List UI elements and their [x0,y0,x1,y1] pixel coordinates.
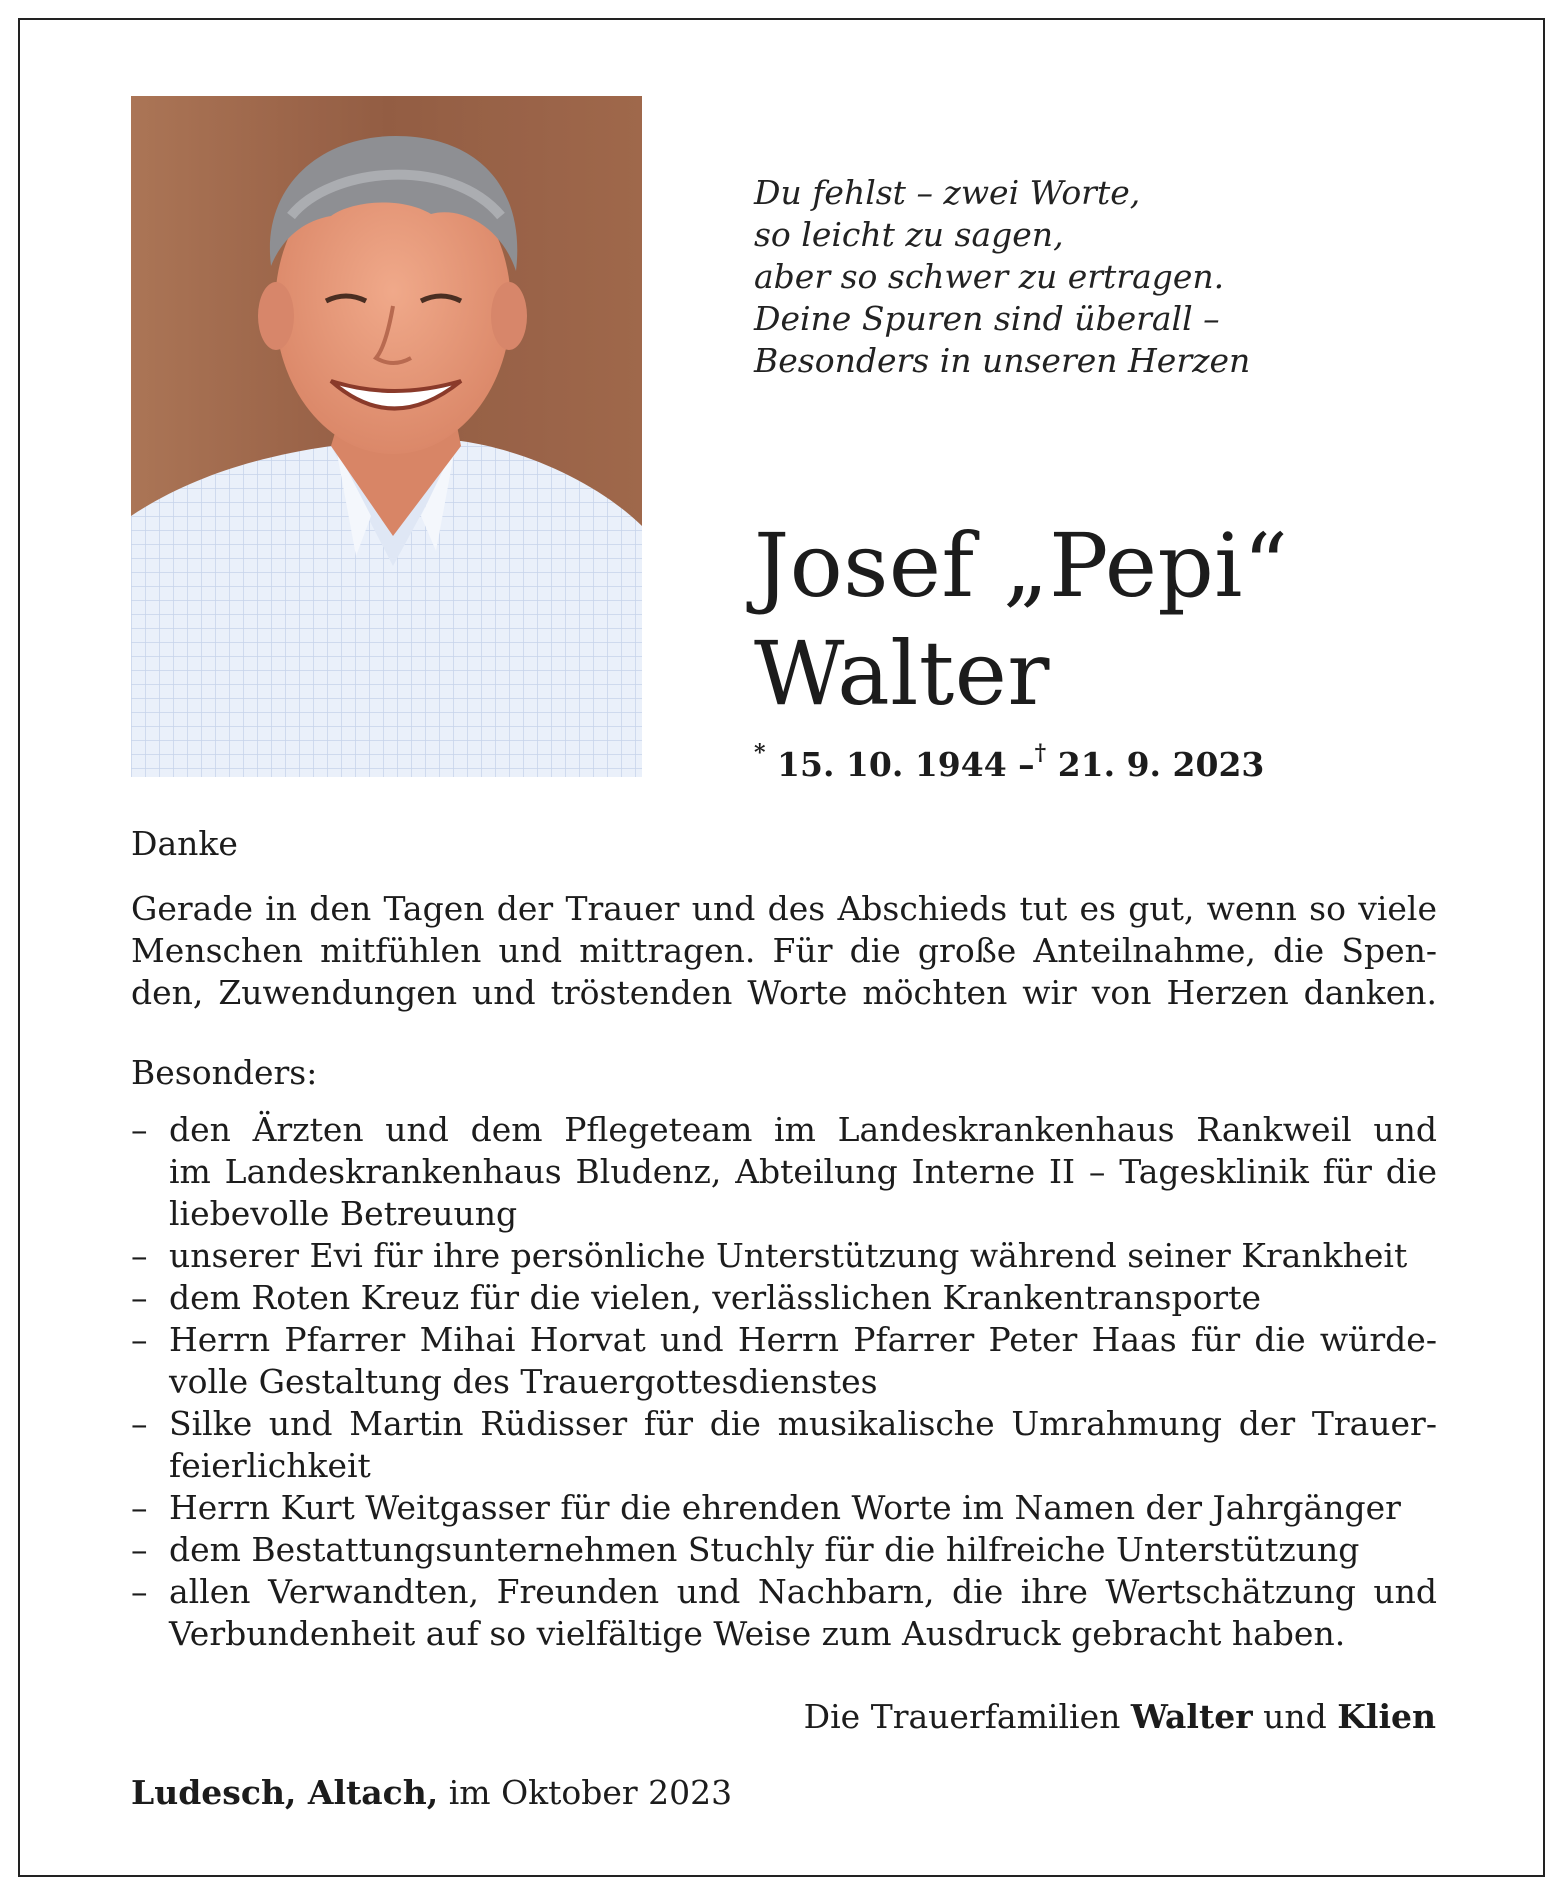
thanks-item-line: volle Gestaltung des Trauergottesdienstes [169,1362,878,1401]
poem-line: aber so schwer zu ertragen. [754,257,1225,296]
thanks-item-line: liebevolle Betreuung [169,1194,518,1233]
thanks-item-line: Herrn Kurt Weitgasser für die ehrenden Worte im Namen der Jahrgänger [169,1488,1401,1527]
thanks-item-line: dem Roten Kreuz für die vielen, verlässlichen Krankentransporte [169,1278,1261,1317]
life-dates [754,740,1265,784]
thanks-item-line: feierlichkeit [169,1446,371,1485]
thanks-item-line: im Landeskrankenhaus Bludenz, Abteilung Interne II – Tagesklinik für die [169,1152,1437,1191]
poem-line: Besonders in unseren Herzen [754,341,1251,380]
birth-date: 15. 10. 1944 [777,745,1007,784]
signature-connector: und [1263,1697,1327,1736]
poem-line: so leicht zu sagen, [754,215,1064,254]
list-dash: – [131,1320,148,1359]
thanks-list-item [131,1487,1437,1529]
list-dash: – [131,1404,148,1443]
thanks-item-line: den Ärzten und dem Pflegeteam im Landeskrankenhaus Rankweil und [169,1110,1437,1149]
name-line-first: Josef „Pepi“ [754,514,1289,617]
thanks-list-item [131,1571,1437,1655]
list-dash: – [131,1530,148,1569]
thanks-item-line: unserer Evi für ihre persönliche Unterstützung während seiner Krankheit [169,1236,1408,1275]
thanks-item-line: Verbundenheit auf so vielfältige Weise zum Ausdruck gebracht haben. [169,1614,1346,1653]
poem-line: Du fehlst – zwei Worte, [754,173,1141,212]
thanks-list-item [131,1319,1437,1403]
place-towns: Ludesch, Altach, [131,1773,439,1812]
intro-line: Gerade in den Tagen der Trauer und des Abschieds tut es gut, wenn so viele [131,889,1437,928]
list-dash: – [131,1236,148,1275]
family-name-klien: Klien [1337,1697,1436,1736]
list-dash: – [131,1278,148,1317]
thanks-item-line: Herrn Pfarrer Mihai Horvat und Herrn Pfarrer Peter Haas für die würde- [169,1320,1437,1359]
thanks-list-item [131,1109,1437,1235]
list-dash: – [131,1110,148,1149]
thanks-list-item [131,1403,1437,1487]
death-symbol: † [1034,740,1047,766]
birth-symbol: * [754,740,766,766]
place-date: im Oktober 2023 [448,1773,733,1812]
thanks-list-item [131,1529,1437,1571]
poem-line: Deine Spuren sind überall – [754,299,1220,338]
thanks-list-item [131,1235,1437,1277]
thanks-intro [131,888,1437,1014]
besonders-label: Besonders: [131,1053,318,1092]
signature [804,1697,1436,1736]
name-line-last: Walter [754,622,1050,725]
list-dash: – [131,1488,148,1527]
thanks-item-line: allen Verwandten, Freunden und Nachbarn, die ihre Wertschätzung und [169,1572,1437,1611]
date-separator: – [1018,745,1035,784]
family-name-walter: Walter [1130,1697,1253,1736]
deceased-name [754,512,1494,728]
intro-line: den, Zuwendungen und tröstenden Worte möchten wir von Herzen danken. [131,973,1437,1012]
thanks-heading: Danke [131,824,238,863]
signature-prefix: Die Trauerfamilien [803,1697,1121,1736]
thanks-list [131,1109,1437,1655]
memorial-poem [754,172,1354,382]
list-dash: – [131,1572,148,1611]
place-and-date [131,1773,732,1812]
thanks-list-item [131,1277,1437,1319]
thanks-item-line: Silke und Martin Rüdisser für die musikalische Umrahmung der Trauer- [169,1404,1437,1443]
thanks-item-line: dem Bestattungsunternehmen Stuchly für die hilfreiche Unterstützung [169,1530,1360,1569]
death-date: 21. 9. 2023 [1057,745,1265,784]
portrait-photo [131,96,642,777]
intro-line: Menschen mitfühlen und mittragen. Für die große Anteilnahme, die Spen- [131,931,1437,970]
